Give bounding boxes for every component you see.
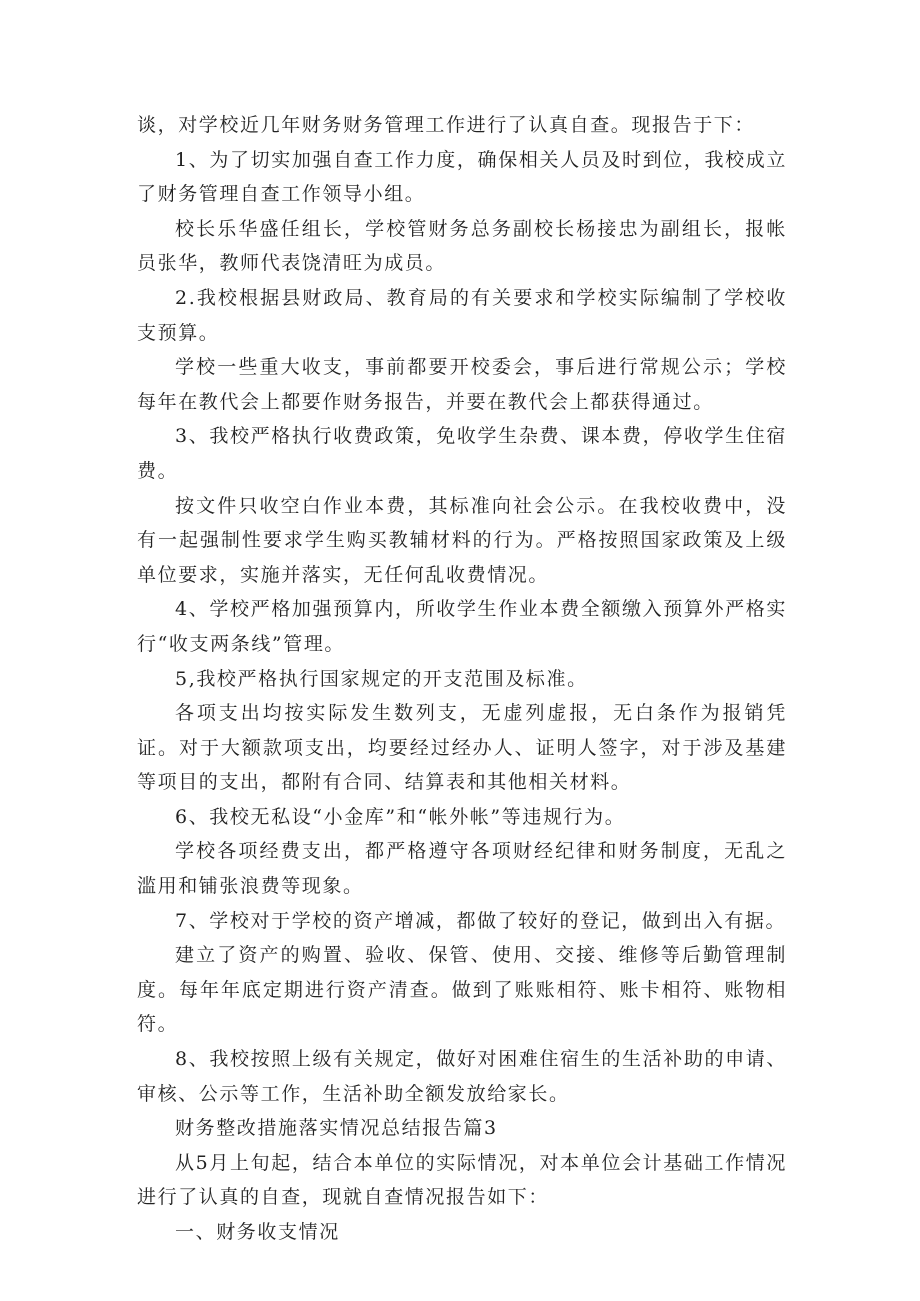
paragraph-item-2: 2.我校根据县财政局、教育局的有关要求和学校实际编制了学校收支预算。 [137,286,787,344]
paragraph-item-3: 3、我校严格执行收费政策，免收学生杂费、课本费，停收学生住宿费。 [137,425,787,482]
paragraph-item-6: 6、我校无私设“小金库”和“帐外帐”等违规行为。 [175,805,626,828]
subheading-financial-income-expense: 一、财务收支情况 [175,1221,340,1243]
paragraph-discipline: 学校各项经费支出，都严格遵守各项财经纪律和财务制度，无乱之滥用和铺张浪费等现象。 [137,840,787,898]
paragraph-asset-management: 建立了资产的购置、验收、保管、使用、交接、维修等后勤管理制度。每年年底定期进行资产清查。做到了账账相符、账卡相符、账物相符。 [137,944,787,1036]
section-heading-report-3: 财务整改措施落实情况总结报告篇3 [175,1117,498,1140]
paragraph-expense-rules: 各项支出均按实际发生数列支，无虚列虚报，无白条作为报销凭证。对于大额款项支出，均要经过经办人、证明人签字，对于涉及基建等项目的支出，都附有合同、结算表和其他相关材料。 [137,702,787,794]
paragraph-intro: 谈，对学校近几年财务财务管理工作进行了认真自查。现报告于下： [137,114,756,136]
paragraph-fee-policy: 按文件只收空白作业本费，其标准向社会公示。在我校收费中，没有一起强制性要求学生购买教辅材料的行为。严格按照国家政策及上级单位要求，实施并落实，无任何乱收费情况。 [137,494,787,586]
paragraph-team-members: 校长乐华盛任组长，学校管财务总务副校长杨接忠为副组长，报帐员张华，教师代表饶清旺为成员。 [137,217,787,275]
paragraph-item-4: 4、学校严格加强预算内，所收学生作业本费全额缴入预算外严格实行“收支两条线”管理。 [137,598,787,655]
paragraph-report-3-intro: 从5月上旬起，结合本单位的实际情况，对本单位会计基础工作情况进行了认真的自查，现就自查情况报告如下： [137,1151,787,1209]
paragraph-item-1: 1、为了切实加强自查工作力度，确保相关人员及时到位，我校成立了财务管理自查工作领导小组。 [137,148,787,206]
paragraph-item-8: 8、我校按照上级有关规定，做好对困难住宿生的生活补助的申请、审核、公示等工作，生活补助全额发放给家长。 [137,1048,787,1105]
paragraph-major-expenses: 学校一些重大收支，事前都要开校委会，事后进行常规公示；学校每年在教代会上都要作财务报告，并要在教代会上都获得通过。 [137,356,787,413]
document-page [137,108,787,1250]
paragraph-item-7: 7、学校对于学校的资产增减，都做了较好的登记，做到出入有据。 [175,909,787,932]
paragraph-item-5: 5,我校严格执行国家规定的开支范围及标准。 [175,667,588,690]
